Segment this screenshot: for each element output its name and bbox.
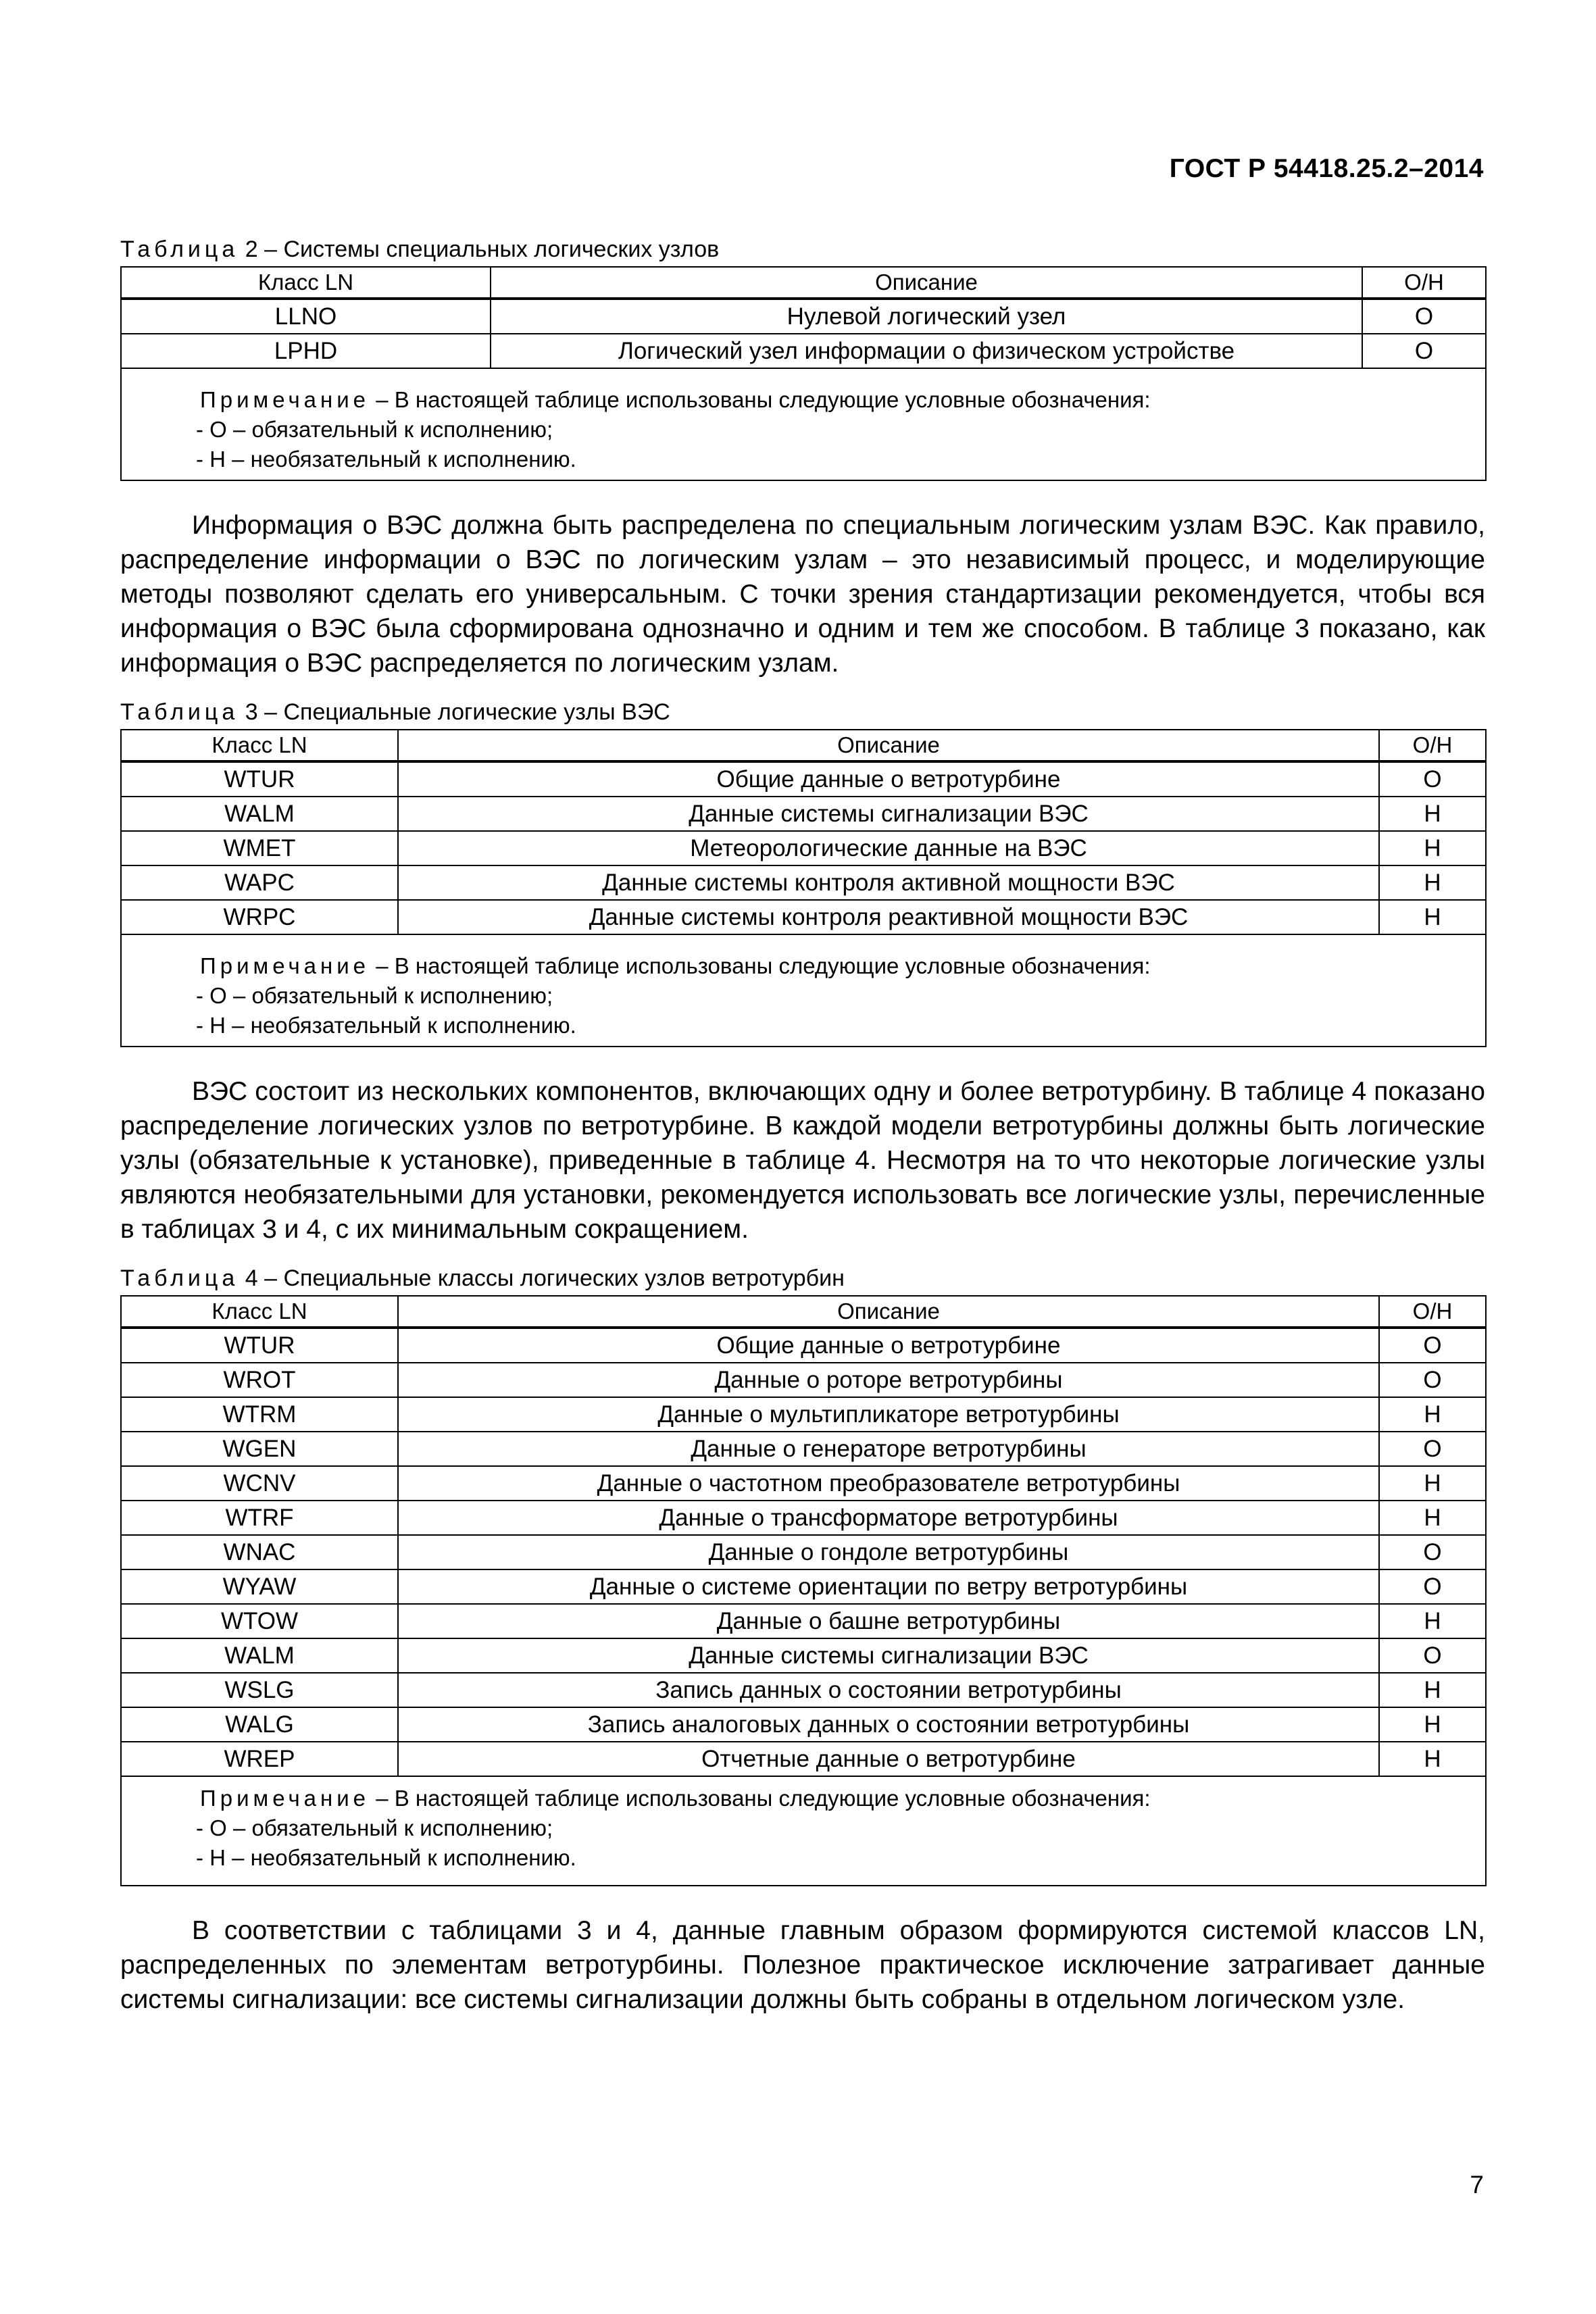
ln-class-cell: WMET: [121, 831, 398, 865]
note-line: - Н – необязательный к исполнению.: [196, 1013, 576, 1038]
table2-caption-number: 2: [245, 236, 258, 262]
status-cell: Н: [1379, 1604, 1486, 1638]
description-cell: Данные системы контроля активной мощности ВЭС: [398, 865, 1379, 900]
table-row: [121, 865, 1486, 900]
table-row: [121, 1466, 1486, 1501]
table3-header-mandatory: О/Н: [1379, 730, 1486, 761]
note-text: – В настоящей таблице использованы следующие условные обозначения:: [376, 387, 1151, 412]
page-number: 7: [1470, 2171, 1484, 2198]
ln-class-cell: WALM: [121, 797, 398, 831]
ln-class-cell: WREP: [121, 1742, 398, 1776]
document-code: ГОСТ Р 54418.25.2–2014: [1169, 154, 1484, 183]
table4-caption: [120, 1264, 1485, 1292]
table3-caption: [120, 698, 1485, 726]
table4-header-row: [121, 1296, 1486, 1328]
description-cell: Нулевой логический узел: [491, 299, 1362, 334]
description-cell: Данные системы сигнализации ВЭС: [398, 797, 1379, 831]
table4-header-description: Описание: [398, 1296, 1379, 1328]
ln-class-cell: WROT: [121, 1363, 398, 1397]
description-cell: Общие данные о ветротурбине: [398, 1328, 1379, 1363]
description-cell: Данные о частотном преобразователе ветротурбины: [398, 1466, 1379, 1501]
ln-class-cell: WTUR: [121, 761, 398, 797]
table2-header-mandatory: О/Н: [1362, 267, 1486, 299]
status-cell: О: [1379, 1569, 1486, 1604]
description-cell: Данные о гондоле ветротурбины: [398, 1535, 1379, 1569]
ln-class-cell: WTRM: [121, 1397, 398, 1432]
table2-header-row: [121, 267, 1486, 299]
description-cell: Общие данные о ветротурбине: [398, 761, 1379, 797]
description-cell: Логический узел информации о физическом устройстве: [491, 334, 1362, 368]
paragraph-3: В соответствии с таблицами 3 и 4, данные главным образом формируются системой классов LN, распределенных по элементам ветротурбины. Полезное практическое исключение затрагивает данные системы сигнализации: все системы сигнализации должны быть собраны в отдельном логическом узле.: [120, 1916, 1485, 2014]
ln-class-cell: WYAW: [121, 1569, 398, 1604]
description-cell: Данные системы сигнализации ВЭС: [398, 1638, 1379, 1673]
ln-class-cell: WGEN: [121, 1432, 398, 1466]
table-row: [121, 299, 1486, 334]
table-row: [121, 1673, 1486, 1707]
description-cell: Запись аналоговых данных о состоянии ветротурбины: [398, 1707, 1379, 1742]
note-text: – В настоящей таблице использованы следующие условные обозначения:: [376, 953, 1151, 978]
status-cell: Н: [1379, 900, 1486, 934]
description-cell: Данные о мультипликаторе ветротурбины: [398, 1397, 1379, 1432]
paragraph-2: ВЭС состоит из нескольких компонентов, включающих одну и более ветротурбину. В таблице 4 показано распределение логических узлов по ветротурбине. В каждой модели ветротурбины должны быть логические узлы (обязательные к установке), приведенные в таблице 4. Несмотря на то что некоторые логические узлы являются необязательными для установки, рекомендуется использовать все логические узлы, перечисленные в таблицах 3 и 4, с их минимальным сокращением.: [120, 1077, 1485, 1244]
table-row: [121, 797, 1486, 831]
table3-note-row: [121, 934, 1486, 1047]
table-row: [121, 1742, 1486, 1776]
status-cell: О: [1379, 1363, 1486, 1397]
table4-note: [121, 1776, 1486, 1886]
note-word: Примечание: [200, 953, 370, 978]
table2-note-row: [121, 368, 1486, 480]
note-text: – В настоящей таблице использованы следующие условные обозначения:: [376, 1786, 1151, 1811]
description-cell: Данные о роторе ветротурбины: [398, 1363, 1379, 1397]
table-row: [121, 1569, 1486, 1604]
table2-header-description: Описание: [491, 267, 1362, 299]
status-cell: Н: [1379, 1466, 1486, 1501]
table-row: [121, 1501, 1486, 1535]
status-cell: Н: [1379, 865, 1486, 900]
status-cell: Н: [1379, 831, 1486, 865]
status-cell: О: [1362, 299, 1486, 334]
page-content: [120, 235, 1485, 2034]
table2-caption-text: – Системы специальных логических узлов: [264, 236, 720, 262]
ln-class-cell: WALG: [121, 1707, 398, 1742]
paragraph-1: Информация о ВЭС должна быть распределена по специальным логическим узлам ВЭС. Как правило, распределение информации о ВЭС по логическим узлам – это независимый процесс, и моделирующие методы позволяют сделать его универсальным. С точки зрения стандартизации рекомендуется, чтобы вся информация о ВЭС была сформирована однозначно и одним и тем же способом. В таблице 3 показано, как информация о ВЭС распределяется по логическим узлам.: [120, 511, 1485, 678]
table2: [120, 266, 1487, 481]
note-word: Примечание: [200, 387, 370, 412]
ln-class-cell: WALM: [121, 1638, 398, 1673]
status-cell: О: [1379, 1328, 1486, 1363]
table2-caption: [120, 235, 1485, 263]
table3-header-class: Класс LN: [121, 730, 398, 761]
table-row: [121, 900, 1486, 934]
table-row: [121, 1328, 1486, 1363]
table-row: [121, 1604, 1486, 1638]
table3-caption-word: Таблица: [120, 699, 239, 725]
table4-caption-text: – Специальные классы логических узлов ветротурбин: [264, 1265, 845, 1291]
table-row: [121, 1432, 1486, 1466]
description-cell: Данные о трансформаторе ветротурбины: [398, 1501, 1379, 1535]
table4-note-row: [121, 1776, 1486, 1886]
status-cell: Н: [1379, 1707, 1486, 1742]
ln-class-cell: WTOW: [121, 1604, 398, 1638]
status-cell: Н: [1379, 1673, 1486, 1707]
table-row: [121, 1707, 1486, 1742]
table-row: [121, 1363, 1486, 1397]
table3-caption-number: 3: [245, 699, 258, 725]
status-cell: Н: [1379, 797, 1486, 831]
table3-header-description: Описание: [398, 730, 1379, 761]
table-row: [121, 1638, 1486, 1673]
description-cell: Данные о башне ветротурбины: [398, 1604, 1379, 1638]
table-row: [121, 1397, 1486, 1432]
table3-note: [121, 934, 1486, 1047]
ln-class-cell: WCNV: [121, 1466, 398, 1501]
status-cell: Н: [1379, 1397, 1486, 1432]
table2-caption-word: Таблица: [120, 236, 239, 262]
note-line: - Н – необязательный к исполнению.: [196, 447, 576, 472]
status-cell: Н: [1379, 1742, 1486, 1776]
table-row: [121, 831, 1486, 865]
ln-class-cell: WRPC: [121, 900, 398, 934]
ln-class-cell: WAPC: [121, 865, 398, 900]
status-cell: Н: [1379, 1501, 1486, 1535]
description-cell: Метеорологические данные на ВЭС: [398, 831, 1379, 865]
description-cell: Данные системы контроля реактивной мощности ВЭС: [398, 900, 1379, 934]
status-cell: О: [1379, 1535, 1486, 1569]
ln-class-cell: WTUR: [121, 1328, 398, 1363]
table-row: [121, 1535, 1486, 1569]
description-cell: Данные о системе ориентации по ветру ветротурбины: [398, 1569, 1379, 1604]
description-cell: Запись данных о состоянии ветротурбины: [398, 1673, 1379, 1707]
status-cell: О: [1379, 761, 1486, 797]
table-row: [121, 334, 1486, 368]
ln-class-cell: LLNO: [121, 299, 491, 334]
status-cell: О: [1379, 1638, 1486, 1673]
note-line: - О – обязательный к исполнению;: [196, 1815, 553, 1840]
table4-caption-word: Таблица: [120, 1265, 239, 1291]
description-cell: Отчетные данные о ветротурбине: [398, 1742, 1379, 1776]
note-line: - О – обязательный к исполнению;: [196, 983, 553, 1008]
note-line: - О – обязательный к исполнению;: [196, 417, 553, 442]
note-line: - Н – необязательный к исполнению.: [196, 1845, 576, 1870]
note-word: Примечание: [200, 1786, 370, 1811]
table2-note: [121, 368, 1486, 480]
table4: [120, 1295, 1487, 1886]
status-cell: О: [1379, 1432, 1486, 1466]
table3: [120, 729, 1487, 1047]
table4-header-class: Класс LN: [121, 1296, 398, 1328]
ln-class-cell: WNAC: [121, 1535, 398, 1569]
table3-caption-text: – Специальные логические узлы ВЭС: [264, 699, 670, 725]
description-cell: Данные о генераторе ветротурбины: [398, 1432, 1379, 1466]
ln-class-cell: WTRF: [121, 1501, 398, 1535]
table-row: [121, 761, 1486, 797]
table4-header-mandatory: О/Н: [1379, 1296, 1486, 1328]
status-cell: О: [1362, 334, 1486, 368]
table4-caption-number: 4: [245, 1265, 258, 1291]
table3-header-row: [121, 730, 1486, 761]
ln-class-cell: WSLG: [121, 1673, 398, 1707]
ln-class-cell: LPHD: [121, 334, 491, 368]
table2-header-class: Класс LN: [121, 267, 491, 299]
